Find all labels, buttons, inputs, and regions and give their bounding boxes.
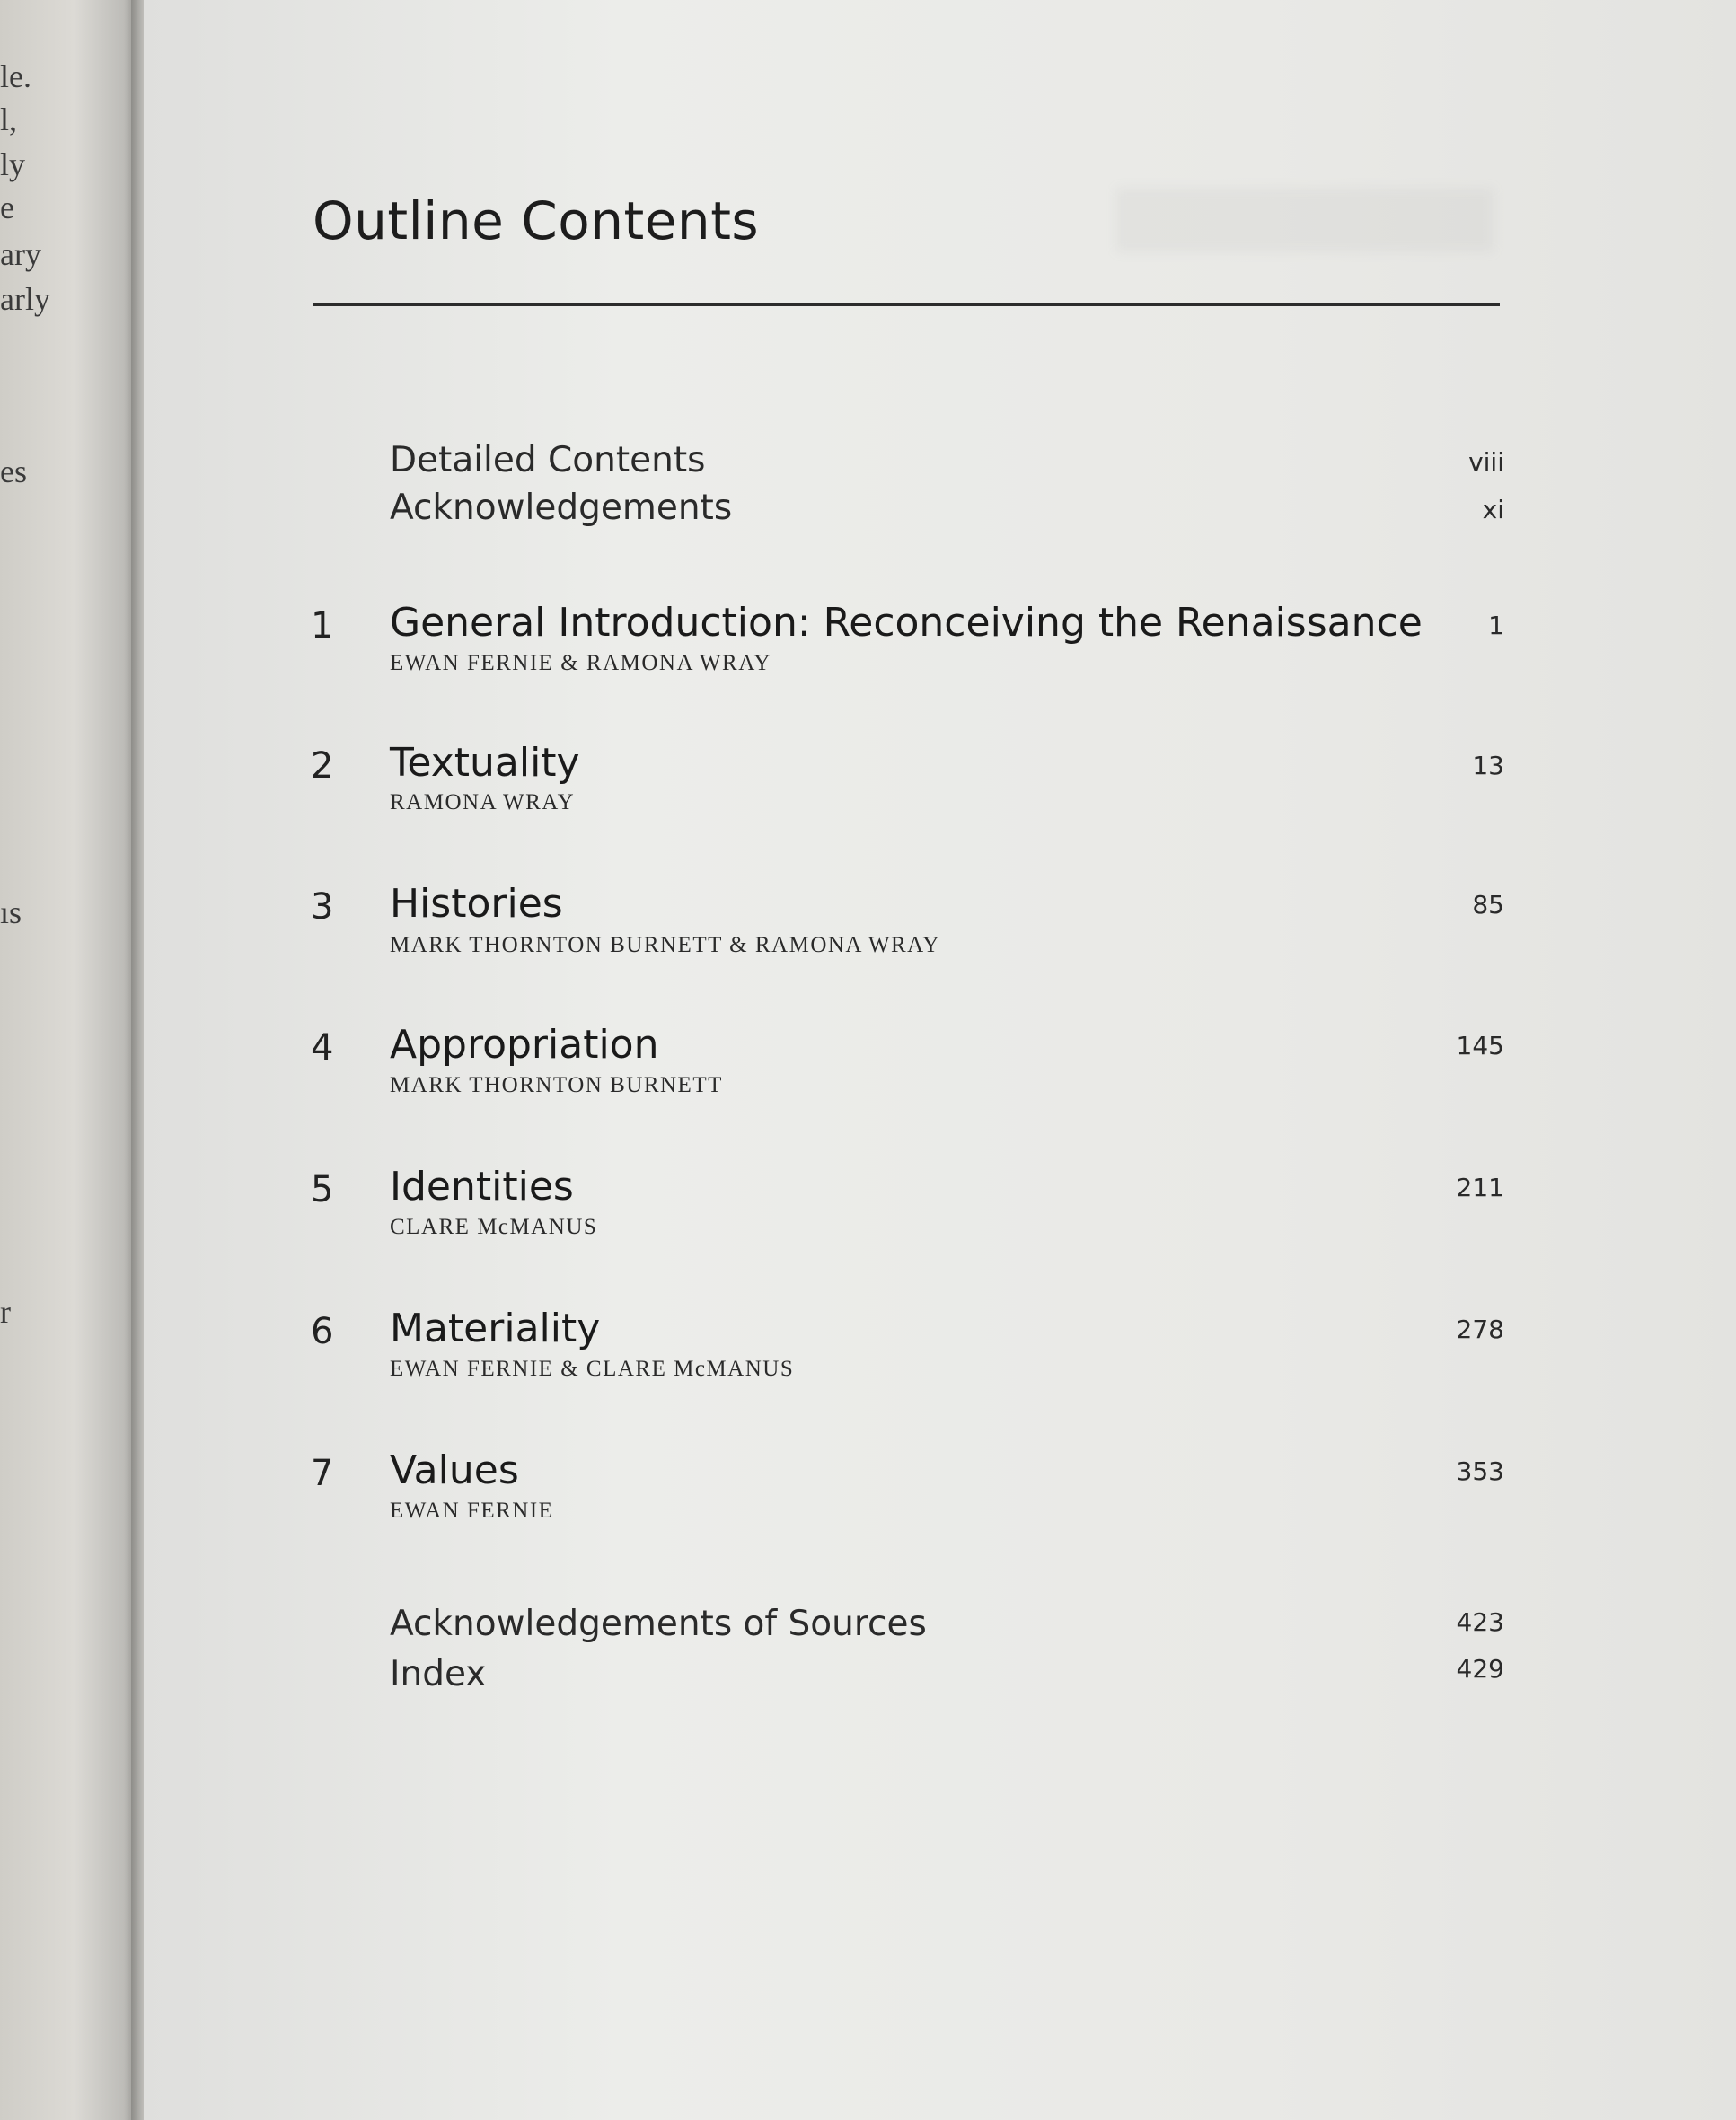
chapter-title: Appropriation (390, 1022, 659, 1068)
chapter-title: Materiality (390, 1306, 601, 1351)
chapter-title: Values (390, 1447, 519, 1493)
chapter-author: EWAN FERNIE (390, 1499, 554, 1523)
left-page-edge (0, 0, 135, 2120)
chapter-number: 5 (311, 1169, 334, 1210)
chapter-page-number: 13 (1472, 751, 1504, 780)
chapter-number: 4 (311, 1027, 334, 1069)
chapter-title: Identities (390, 1164, 574, 1210)
chapter-number: 3 (311, 886, 334, 928)
left-page-fragment: le. (0, 58, 31, 94)
chapter-page-number: 145 (1456, 1031, 1504, 1060)
chapter-title: Histories (390, 881, 563, 927)
left-page-fragment: r (0, 1294, 11, 1330)
left-page-fragment: e (0, 189, 14, 225)
chapter-number: 6 (311, 1311, 334, 1352)
chapter-page-number: 1 (1488, 611, 1504, 640)
chapter-title: General Introduction: Reconceiving the Renaissance (390, 600, 1423, 646)
entry-page-number: 429 (1456, 1654, 1504, 1684)
chapter-author: EWAN FERNIE & RAMONA WRAY (390, 651, 772, 675)
left-page-fragment: es (0, 453, 27, 489)
chapter-page-number: 278 (1456, 1315, 1504, 1344)
left-page-fragment: ary (0, 236, 41, 272)
chapter-author: CLARE McMANUS (390, 1215, 598, 1239)
chapter-author: EWAN FERNIE & CLARE McMANUS (390, 1357, 795, 1381)
chapter-author: MARK THORNTON BURNETT (390, 1073, 723, 1097)
chapter-page-number: 211 (1456, 1173, 1504, 1202)
entry-title: Acknowledgements of Sources (390, 1604, 927, 1644)
chapter-number: 7 (311, 1453, 334, 1494)
chapter-page-number: 85 (1472, 890, 1504, 919)
entry-title: Detailed Contents (390, 440, 706, 480)
entry-title: Index (390, 1654, 487, 1694)
entry-page-number: xi (1482, 495, 1504, 524)
chapter-title: Textuality (390, 740, 580, 786)
chapter-author: RAMONA WRAY (390, 790, 576, 814)
chapter-number: 1 (311, 605, 334, 647)
left-page-fragment: arly (0, 281, 50, 317)
show-through-shadow (1116, 189, 1494, 251)
entry-page-number: viii (1468, 447, 1504, 477)
chapter-page-number: 353 (1456, 1456, 1504, 1486)
left-page-fragment: ly (0, 146, 26, 182)
page-title: Outline Contents (313, 190, 760, 251)
chapter-number: 2 (311, 745, 334, 787)
left-page-fragment: l, (0, 101, 18, 137)
left-page-fragment: ıs (0, 894, 22, 930)
title-rule (313, 303, 1500, 306)
entry-page-number: 423 (1456, 1607, 1504, 1637)
chapter-author: MARK THORNTON BURNETT & RAMONA WRAY (390, 933, 940, 957)
entry-title: Acknowledgements (390, 488, 733, 528)
